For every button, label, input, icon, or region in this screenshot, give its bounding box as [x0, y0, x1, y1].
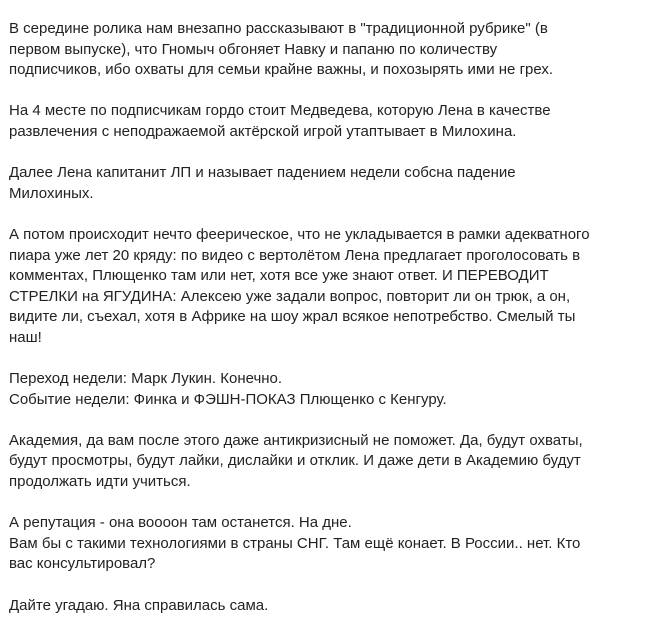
text-line: Академия, да вам после этого даже антикризисный не поможет. Да, будут охваты,	[9, 431, 583, 449]
text-line: СТРЕЛКИ на ЯГУДИНА: Алексею уже задали вопрос, повторит ли он трюк, а он,	[9, 287, 571, 305]
text-line: пиара уже лет 20 кряду: по видео с вертолётом Лена предлагает проголосовать в	[9, 246, 581, 264]
text-line: будут просмотры, будут лайки, дислайки и отклик. И даже дети в Академию будут	[9, 452, 581, 470]
paragraph	[9, 225, 645, 349]
text-line: вас консультировал?	[9, 555, 156, 573]
paragraph	[9, 513, 645, 575]
text-line: Переход недели: Марк Лукин. Конечно.	[9, 370, 283, 388]
text-line: развлечения с неподражаемой актёрской игрой утаптывает в Милохина.	[9, 122, 517, 140]
paragraph	[9, 596, 645, 617]
post-text	[9, 19, 645, 616]
text-line: подписчиков, ибо охваты для семьи крайне важны, и похозырять ими не грех.	[9, 61, 554, 79]
text-line: Вам бы с такими технологиями в страны СНГ. Там ещё конает. В России.. нет. Кто	[9, 534, 581, 552]
paragraph	[9, 369, 645, 410]
text-line: видите ли, съехал, хотя в Африке на шоу жрал всякое непотребство. Смелый ты	[9, 308, 576, 326]
text-line: А репутация - она воооон там останется. На дне.	[9, 514, 352, 532]
text-line: На 4 месте по подписчикам гордо стоит Медведева, которую Лена в качестве	[9, 102, 551, 120]
paragraph	[9, 19, 645, 81]
text-line: В середине ролика нам внезапно рассказывают в "традиционной рубрике" (в	[9, 20, 548, 37]
paragraph	[9, 163, 645, 204]
text-line: наш!	[9, 328, 42, 346]
paragraph	[9, 101, 645, 142]
text-line: первом выпуске), что Гномыч обгоняет Навку и папаню по количеству	[9, 40, 498, 58]
text-line: комментах, Плющенко там или нет, хотя все уже знают ответ. И ПЕРЕВОДИТ	[9, 267, 549, 285]
text-line: продолжать идти учиться.	[9, 473, 191, 491]
paragraph	[9, 431, 645, 493]
text-line: Дайте угадаю. Яна справилась сама.	[9, 596, 269, 614]
text-line: Далее Лена капитанит ЛП и называет падением недели собсна падение	[9, 164, 516, 182]
text-line: А потом происходит нечто феерическое, что не укладывается в рамки адекватного	[9, 225, 590, 243]
text-line: Милохиных.	[9, 184, 94, 202]
text-line: Событие недели: Финка и ФЭШН-ПОКАЗ Плющенко с Кенгуру.	[9, 390, 447, 408]
